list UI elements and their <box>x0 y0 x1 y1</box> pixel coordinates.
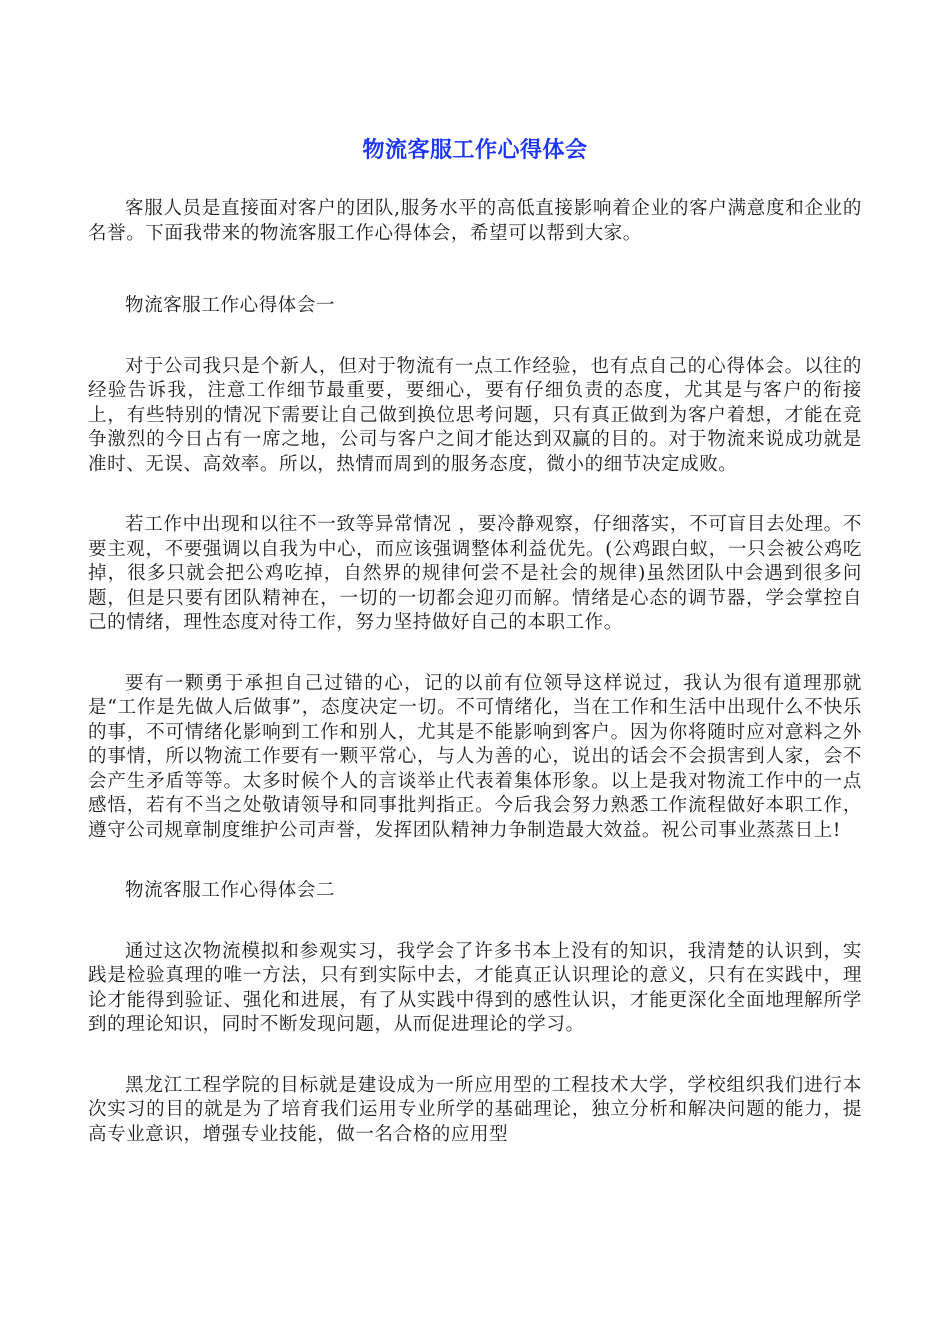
document-body <box>88 197 862 1147</box>
section-2-paragraph-1: 通过这次物流模拟和参观实习，我学会了许多书本上没有的知识，我清楚的认识到，实践是检验真理的唯一方法，只有到实际中去，才能真正认识理论的意义，只有在实践中，理论才能得到验证、强化和进展，有了从实践中得到的感性认识，才能更深化全面地理解所学到的理论知识，同时不断发现问题，从而促进理论的学习。 <box>88 940 862 1035</box>
section-1-paragraph-2: 若工作中出现和以往不一致等异常情况 ，要冷静观察，仔细落实，不可盲目去处理。不要主观，不要强调以自我为中心，而应该强调整体利益优先。(公鸡跟白蚁，一只会被公鸡吃掉，很多只就会把公鸡吃掉，自然界的规律何尝不是社会的规律)虽然团队中会遇到很多问题，但是只要有团队精神在，一切的一切都会迎刃而解。情绪是心态的调节器，学会掌控自己的情绪，理性态度对待工作，努力坚持做好自己的本职工作。 <box>88 514 862 633</box>
section-1-paragraph-3: 要有一颗勇于承担自己过错的心，记的以前有位领导这样说过，我认为很有道理那就是“工作是先做人后做事”，态度决定一切。不可情绪化，当在工作和生活中出现什么不快乐的事，不可情绪化影响到工作和别人，尤其是不能影响到客户。因为你将随时应对意料之外的事情，所以物流工作要有一颗平常心，与人为善的心，说出的话会不会损害到人家，会不会产生矛盾等等。太多时候个人的言谈举止代表着集体形象。以上是我对物流工作中的一点感悟，若有不当之处敬请领导和同事批判指正。今后我会努力熟悉工作流程做好本职工作，遵守公司规章制度维护公司声誉，发挥团队精神力争制造最大效益。祝公司事业蒸蒸日上! <box>88 672 862 841</box>
section-1-paragraph-1: 对于公司我只是个新人，但对于物流有一点工作经验，也有点自己的心得体会。以往的经验告诉我，注意工作细节最重要，要细心，要有仔细负责的态度，尤其是与客户的衔接上，有些特别的情况下需要让自己做到换位思考问题，只有真正做到为客户着想，才能在竞争激烈的今日占有一席之地，公司与客户之间才能达到双赢的目的。对于物流来说成功就是准时、无误、高效率。所以，热情而周到的服务态度，微小的细节决定成败。 <box>88 355 862 475</box>
section-2-heading: 物流客服工作心得体会二 <box>125 880 336 901</box>
intro-paragraph: 客服人员是直接面对客户的团队,服务水平的高低直接影响着企业的客户满意度和企业的名誉。下面我带来的物流客服工作心得体会，希望可以帮到大家。 <box>88 198 862 244</box>
section-1-heading: 物流客服工作心得体会一 <box>125 295 336 316</box>
section-2-paragraph-2: 黑龙江工程学院的目标就是建设成为一所应用型的工程技术大学，学校组织我们进行本次实习的目的就是为了培育我们运用专业所学的基础理论，独立分析和解决问题的能力，提高专业意识，增强专业技能，做一名合格的应用型 <box>88 1074 862 1145</box>
document-title: 物流客服工作心得体会 <box>362 138 588 163</box>
